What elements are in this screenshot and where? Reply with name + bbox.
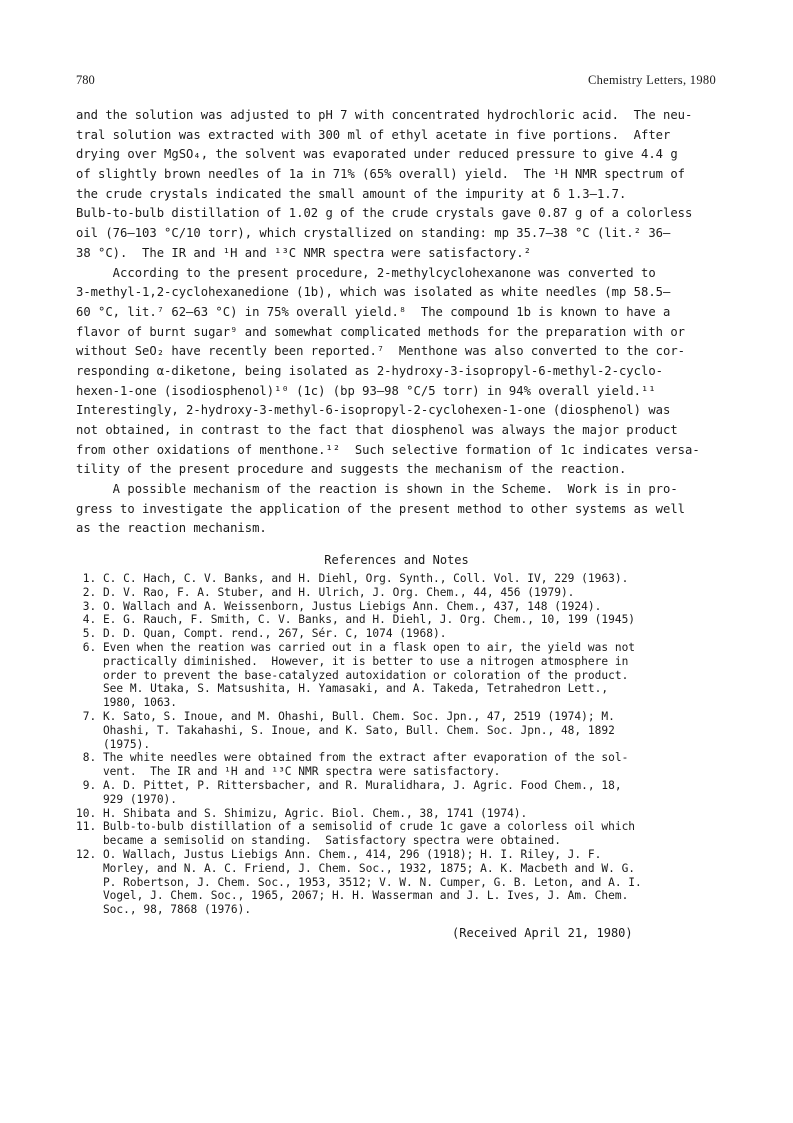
- text-line: 3-methyl-1,2-cyclohexanedione (1b), which was isolated as white needles (mp 58.5–: [76, 285, 671, 300]
- reference-line: 6. Even when the reation was carried out in a flask open to air, the yield was not: [76, 640, 636, 654]
- page-header: [76, 73, 716, 89]
- reference-line: order to prevent the base-catalyzed autoxidation or coloration of the product.: [76, 668, 629, 682]
- reference-line: Ohashi, T. Takahashi, S. Inoue, and K. Sato, Bull. Chem. Soc. Jpn., 48, 1892: [76, 723, 615, 737]
- reference-line: 8. The white needles were obtained from the extract after evaporation of the sol-: [76, 751, 629, 765]
- text-line: tral solution was extracted with 300 ml of ethyl acetate in five portions. After: [76, 127, 671, 142]
- text-line: of slightly brown needles of 1a in 71% (65% overall) yield. The ¹H NMR spectrum of: [76, 167, 686, 182]
- journal-title: Chemistry Letters, 1980: [587, 73, 716, 87]
- received-date: (Received April 21, 1980): [452, 926, 633, 940]
- text-line: tility of the present procedure and suggests the mechanism of the reaction.: [76, 462, 627, 477]
- reference-line: Soc., 98, 7868 (1976).: [76, 903, 252, 917]
- reference-line: became a semisolid on standing. Satisfactory spectra were obtained.: [76, 834, 561, 848]
- text-line: 38 °C). The IR and ¹H and ¹³C NMR spectra were satisfactory.²: [76, 245, 531, 260]
- text-line: Bulb-to-bulb distillation of 1.02 g of the crude crystals gave 0.87 g of a colorless: [76, 206, 693, 221]
- text-line: responding α-diketone, being isolated as 2-hydroxy-3-isopropyl-6-methyl-2-cyclo-: [76, 363, 663, 378]
- text-line: and the solution was adjusted to pH 7 with concentrated hydrochloric acid. The neu-: [76, 108, 693, 122]
- text-line: drying over MgSO₄, the solvent was evaporated under reduced pressure to give 4.4 g: [76, 147, 678, 162]
- reference-line: 10. H. Shibata and S. Shimizu, Agric. Biol. Chem., 38, 1741 (1974).: [76, 806, 528, 820]
- reference-line: 12. O. Wallach, Justus Liebigs Ann. Chem., 414, 296 (1918); H. I. Riley, J. F.: [76, 847, 602, 861]
- text-line: flavor of burnt sugar⁹ and somewhat complicated methods for the preparation with or: [76, 324, 686, 339]
- reference-line: (1975).: [76, 737, 151, 751]
- reference-line: 5. D. D. Quan, Compt. rend., 267, Sér. C, 1074 (1968).: [76, 627, 447, 641]
- reference-line: 2. D. V. Rao, F. A. Stuber, and H. Ulrich, J. Org. Chem., 44, 456 (1979).: [76, 585, 575, 599]
- reference-line: See M. Utaka, S. Matsushita, H. Yamasaki, and A. Takeda, Tetrahedron Lett.,: [76, 682, 609, 696]
- text-line: oil (76–103 °C/10 torr), which crystallized on standing: mp 35.7–38 °C (lit.² 36–: [76, 226, 671, 241]
- text-line: Interestingly, 2-hydroxy-3-methyl-6-isopropyl-2-cyclohexen-1-one (diosphenol) was: [76, 403, 671, 418]
- reference-line: practically diminished. However, it is better to use a nitrogen atmosphere in: [76, 654, 629, 668]
- text-line: the crude crystals indicated the small amount of the impurity at δ 1.3–1.7.: [76, 186, 627, 201]
- text-line: A possible mechanism of the reaction is shown in the Scheme. Work is in pro-: [76, 482, 678, 497]
- reference-line: 3. O. Wallach and A. Weissenborn, Justus Liebigs Ann. Chem., 437, 148 (1924).: [76, 599, 602, 613]
- text-line: as the reaction mechanism.: [76, 521, 267, 536]
- reference-line: Morley, and N. A. C. Friend, J. Chem. Soc., 1932, 1875; A. K. Macbeth and W. G.: [76, 861, 636, 875]
- reference-line: vent. The IR and ¹H and ¹³C NMR spectra were satisfactory.: [76, 765, 501, 779]
- reference-line: 1. C. C. Hach, C. V. Banks, and H. Diehl, Org. Synth., Coll. Vol. IV, 229 (1963).: [76, 572, 629, 585]
- text-line: gress to investigate the application of the present method to other systems as well: [76, 501, 686, 516]
- reference-line: P. Robertson, J. Chem. Soc., 1953, 3512; V. W. N. Cumper, G. B. Leton, and A. I.: [76, 875, 642, 889]
- reference-line: 7. K. Sato, S. Inoue, and M. Ohashi, Bull. Chem. Soc. Jpn., 47, 2519 (1974); M.: [76, 709, 615, 723]
- reference-line: 11. Bulb-to-bulb distillation of a semisolid of crude 1c gave a colorless oil which: [76, 820, 636, 834]
- references-list: [76, 572, 716, 917]
- reference-line: 4. E. G. Rauch, F. Smith, C. V. Banks, and H. Diehl, J. Org. Chem., 10, 199 (1945): [76, 613, 636, 627]
- page-number: 780: [76, 73, 95, 87]
- reference-line: 1980, 1063.: [76, 696, 178, 710]
- text-line: not obtained, in contrast to the fact that diosphenol was always the major product: [76, 423, 678, 437]
- reference-line: Vogel, J. Chem. Soc., 1965, 2067; H. H. Wasserman and J. L. Ives, J. Am. Chem.: [76, 889, 629, 903]
- text-line: without SeO₂ have recently been reported.⁷ Menthone was also converted to the cor-: [76, 344, 686, 359]
- text-line: According to the present procedure, 2-methylcyclohexanone was converted to: [76, 265, 656, 280]
- reference-line: 9. A. D. Pittet, P. Rittersbacher, and R. Muralidhara, J. Agric. Food Chem., 18,: [76, 778, 622, 792]
- references-heading: References and Notes: [324, 553, 469, 567]
- text-line: from other oxidations of menthone.¹² Such selective formation of 1c indicates versa-: [76, 442, 700, 457]
- text-line: 60 °C, lit.⁷ 62–63 °C) in 75% overall yield.⁸ The compound 1b is known to have a: [76, 304, 671, 319]
- reference-line: 929 (1970).: [76, 792, 178, 806]
- text-line: hexen-1-one (isodiosphenol)¹⁰ (1c) (bp 93–98 °C/5 torr) in 94% overall yield.¹¹: [76, 383, 656, 398]
- body-text: [76, 106, 716, 539]
